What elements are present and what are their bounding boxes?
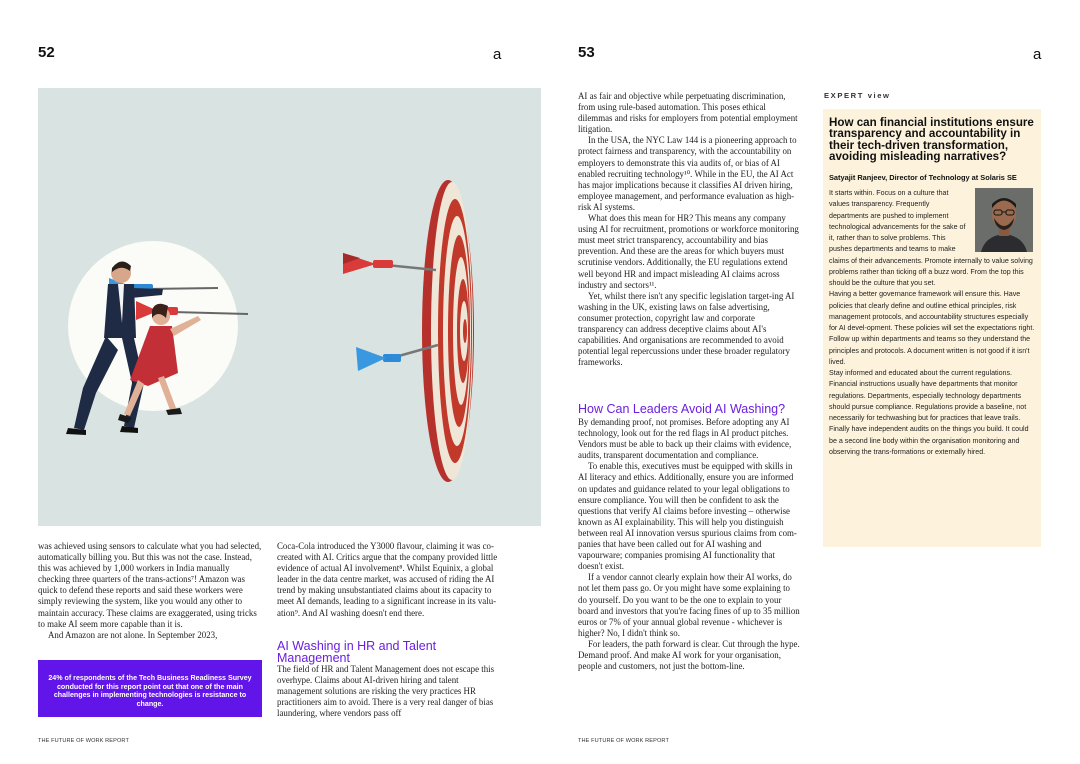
callout-text: 24% of respondents of the Tech Business Readiness Survey conducted for this report point out that one of the main challenges in implementing technologies is resistance to change.: [48, 674, 252, 708]
expert-question: How can financial institutions ensure transparency and accountability in their tech-driven transformation, avoiding misleading narratives?: [829, 116, 1034, 164]
page-number-right: 53: [578, 44, 595, 61]
body-paragraph: And Amazon are not alone. In September 2023,: [48, 629, 218, 640]
section-heading-hr: AI Washing in HR and Talent Management: [277, 639, 437, 665]
darts-illustration: [38, 88, 541, 526]
right-column-top: [578, 91, 800, 368]
brand-logo-left: a: [493, 46, 502, 63]
left-column-2-continued: [277, 664, 501, 719]
body-paragraph: The field of HR and Talent Management does not escape this overhype. Claims about AI-driven hiring and talent management solutions are risking the very practices HR practitioners aim to avoid. There is a very real danger of bias laundering, where vendors pass off: [277, 664, 495, 719]
expert-paragraph: Stay informed and educated about the current regulations. Financial instructions usually have departments that monitor regulations. Departments, especially technology departments should pursue compliance. Regulations provide a baseline, not necessarily for techwashing but for practices that leave trails.: [829, 369, 1027, 423]
body-paragraph: If a vendor cannot clearly explain how their AI works, do not let them pass go. Or you might have some explaining to do yourself. Do you want to be the one to explain to your board and investors that you're facing fines of up to 35 million euros or 7% of your annual global revenue - whichever is higher? No, I didn't think so.: [578, 572, 800, 638]
body-paragraph: For leaders, the path forward is clear. Cut through the hype. Demand proof. And make AI work for your organisation, people and customers, not just the bottom-line.: [578, 638, 800, 672]
expert-paragraph: Having a better governance framework will ensure this. Have policies that clearly define and outline ethical principles, risk management protocols, and accountability structures especially for AI devel-opment. These policies will set the expectations right. Follow up within departments and teams so they understand the principles and protocols. A document written is not good if it isn't lived.: [829, 290, 1035, 366]
brand-logo-right: a: [1033, 46, 1042, 63]
page-number-left: 52: [38, 44, 55, 61]
body-paragraph: By demanding proof, not promises. Before adopting any AI technology, look out for the red flags in AI product pitches. Vendors must be able to back up their claims with evidence, audits, transparent documentation and compliance.: [578, 417, 792, 461]
body-paragraph: AI as fair and objective while perpetuating discrimination, from using rule-based automation. This poses ethical dilemmas and risks for employers from potential employment litigation.: [578, 91, 798, 135]
body-paragraph: What does this mean for HR? This means any company using AI for recruitment, promotions or workforce monitoring must meet strict transparency, accountability and bias prevention. And these are the areas for which buyers must scrutinise vendors. Additionally, the EU regulations extend well beyond HR and impact misleading AI claims across industry and sectors¹¹.: [578, 213, 799, 290]
section-heading-leaders: How Can Leaders Avoid AI Washing?: [578, 402, 786, 416]
expert-answer: [829, 188, 1035, 458]
body-paragraph: In the USA, the NYC Law 144 is a pioneering approach to protect fairness and transparency, with the accountability on employers to demonstrate this via audits of, or bias of AI enabled recruiting technology¹⁰. While in the EU, the AI Act has major implications because it classifies AI driven hiring, employee management, and performance evaluation as high-risk AI systems.: [578, 135, 797, 212]
body-paragraph: was achieved using sensors to calculate what you had selected, automatically billing you. But this was not the case. Instead, this was achieved by 1,000 workers in India manually checking three quarters of the trans-actions⁷! Amazon was quick to defend these reports and said these workers were simply reviewing the system, like you would any other to maintain accuracy. These claims are exaggerated, using tricks to make AI seem more capable than it is.: [38, 541, 262, 629]
expert-paragraph: Finally have independent audits on the things you build. It could be a second line body within the organisation monitoring and observing the trans-formations or externally hired.: [829, 425, 1029, 456]
body-paragraph: To enable this, executives must be equipped with skills in AI literacy and ethics. Additionally, ensure you are informed on updates and guidance related to your legal obligations to ensure compliance. You will then be confident to ask the questions that verify AI claims before investing – otherwise known as AI explainability. This will help you distinguish between real AI innovation versus spurious claims from com-panies that have been called out for AI washing and vapourware; companies promising AI functionality that doesn't exist.: [578, 461, 797, 572]
footer-right: THE FUTURE OF WORK REPORT: [578, 738, 669, 744]
right-column-bottom: [578, 417, 800, 672]
dartboard-target: [422, 180, 474, 482]
left-column-2: [277, 541, 501, 619]
footer-left: THE FUTURE OF WORK REPORT: [38, 738, 129, 744]
expert-portrait: [975, 188, 1033, 252]
expert-view-box: [823, 109, 1041, 547]
expert-author: Satyajit Ranjeev, Director of Technology at Solaris SE: [829, 172, 1017, 182]
body-paragraph: Yet, whilst there isn't any specific legislation target-ing AI washing in the UK, existing laws on false advertising, consumer protection, copyright law and corporate transparency can address deceptive claims about AI's capabilities. And organisations are recommended to avoid potential legal repercussions under these broader regulatory frameworks.: [578, 290, 795, 368]
expert-paragraph: It starts within. Focus on a culture that values transparency. Frequently departments are pushed to implement technological advancements for the sake of it, rather than to solve problems. This pushes departments and teams to make claims of their advancements. Promote internally to value solving problems rather than ticking off a buzz word. From the top this should be the culture that you set.: [829, 189, 1033, 288]
left-column-1: [38, 541, 263, 641]
expert-view-label: EXPERT view: [824, 91, 891, 100]
body-paragraph: Coca-Cola introduced the Y3000 flavour, claiming it was co-created with AI. Critics argue that the company provided little evidence of actual AI involvement⁸. Whilst Equinix, a global leader in the data centre market, was accused of riding the AI trend by making unsubstantiated claims about its capacity to meet AI demands, leading to a significant increase in its valu-ation⁹. And AI washing doesn't end there.: [277, 541, 498, 618]
stat-callout: [38, 660, 262, 717]
